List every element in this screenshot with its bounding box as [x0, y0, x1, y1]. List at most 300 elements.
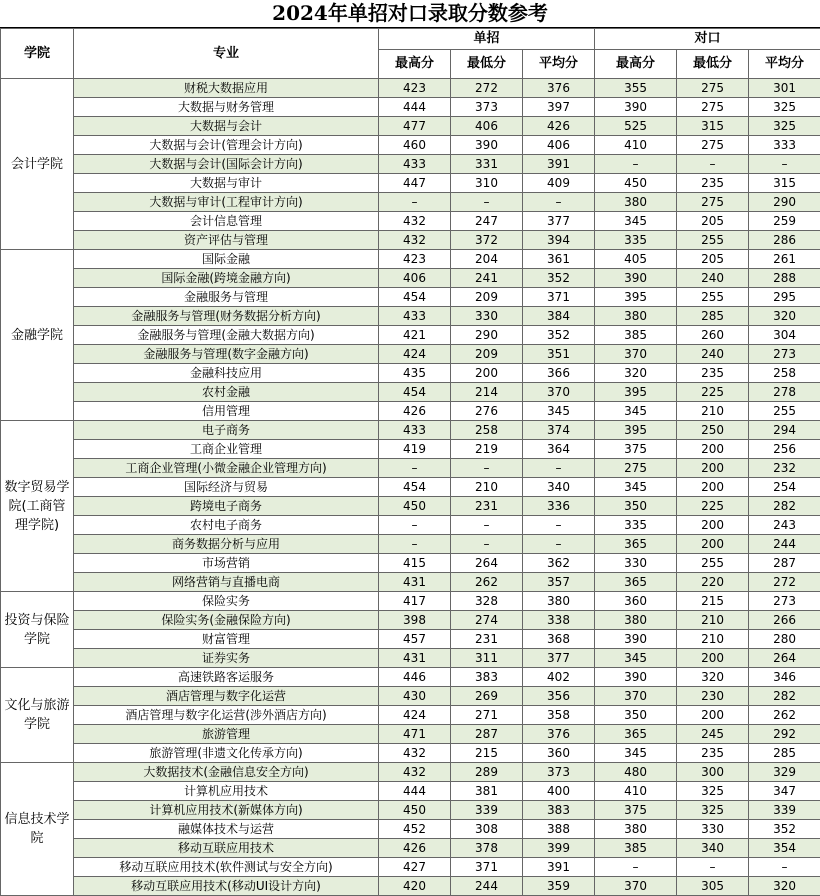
major-cell: 网络营销与直播电商: [74, 573, 379, 592]
danzhao-avg-cell: 409: [523, 174, 595, 193]
table-row: [1, 649, 820, 668]
duikou-avg-cell: 347: [749, 782, 820, 801]
table-row: [1, 269, 820, 288]
danzhao-max-cell: 431: [379, 649, 451, 668]
duikou-avg-cell: 282: [749, 497, 820, 516]
danzhao-max-cell: 433: [379, 421, 451, 440]
danzhao-min-cell: 378: [451, 839, 523, 858]
major-cell: 国际金融: [74, 250, 379, 269]
danzhao-max-cell: 431: [379, 573, 451, 592]
major-cell: 电子商务: [74, 421, 379, 440]
duikou-max-cell: 525: [595, 117, 677, 136]
danzhao-min-cell: –: [451, 535, 523, 554]
table-row: [1, 117, 820, 136]
danzhao-max-cell: 432: [379, 763, 451, 782]
duikou-min-cell: 255: [677, 288, 749, 307]
table-row: [1, 174, 820, 193]
duikou-min-cell: 205: [677, 212, 749, 231]
college-cell: 投资与保险学院: [1, 592, 74, 668]
danzhao-avg-cell: 388: [523, 820, 595, 839]
duikou-min-cell: 210: [677, 630, 749, 649]
major-cell: 移动互联应用技术(移动UI设计方向): [74, 877, 379, 896]
major-cell: 大数据与审计: [74, 174, 379, 193]
duikou-min-cell: 320: [677, 668, 749, 687]
duikou-max-cell: 350: [595, 497, 677, 516]
duikou-min-cell: 200: [677, 535, 749, 554]
duikou-max-cell: 375: [595, 801, 677, 820]
danzhao-min-cell: 311: [451, 649, 523, 668]
duikou-avg-cell: 290: [749, 193, 820, 212]
major-cell: 资产评估与管理: [74, 231, 379, 250]
danzhao-min-cell: 328: [451, 592, 523, 611]
duikou-min-cell: 325: [677, 782, 749, 801]
college-cell: 信息技术学院: [1, 763, 74, 896]
duikou-avg-cell: 255: [749, 402, 820, 421]
danzhao-avg-cell: –: [523, 535, 595, 554]
duikou-avg-cell: 320: [749, 307, 820, 326]
duikou-avg-cell: –: [749, 858, 820, 877]
duikou-avg-cell: 258: [749, 364, 820, 383]
duikou-min-cell: 225: [677, 497, 749, 516]
danzhao-avg-cell: 362: [523, 554, 595, 573]
duikou-max-cell: 395: [595, 421, 677, 440]
table-row: [1, 421, 820, 440]
danzhao-max-cell: 432: [379, 212, 451, 231]
danzhao-max-cell: 398: [379, 611, 451, 630]
danzhao-min-cell: 331: [451, 155, 523, 174]
table-row: [1, 573, 820, 592]
table-row: [1, 801, 820, 820]
danzhao-avg-cell: 336: [523, 497, 595, 516]
duikou-min-cell: 235: [677, 364, 749, 383]
danzhao-max-cell: 432: [379, 231, 451, 250]
duikou-max-cell: 345: [595, 478, 677, 497]
danzhao-avg-cell: 364: [523, 440, 595, 459]
danzhao-max-cell: 454: [379, 478, 451, 497]
danzhao-max-cell: 450: [379, 801, 451, 820]
danzhao-min-cell: –: [451, 459, 523, 478]
duikou-max-cell: 380: [595, 820, 677, 839]
danzhao-max-cell: 426: [379, 402, 451, 421]
duikou-max-cell: 330: [595, 554, 677, 573]
table-body: [1, 79, 820, 896]
duikou-avg-cell: 325: [749, 98, 820, 117]
page-title: 2024年单招对口录取分数参考: [0, 0, 820, 28]
table-row: [1, 402, 820, 421]
duikou-max-cell: 410: [595, 136, 677, 155]
major-cell: 旅游管理(非遗文化传承方向): [74, 744, 379, 763]
major-cell: 国际金融(跨境金融方向): [74, 269, 379, 288]
score-table: [0, 28, 820, 896]
duikou-avg-cell: 259: [749, 212, 820, 231]
duikou-avg-cell: 280: [749, 630, 820, 649]
major-cell: 农村金融: [74, 383, 379, 402]
duikou-max-cell: 450: [595, 174, 677, 193]
duikou-max-cell: 335: [595, 231, 677, 250]
duikou-avg-cell: 301: [749, 79, 820, 98]
major-cell: 大数据与财务管理: [74, 98, 379, 117]
table-row: [1, 839, 820, 858]
duikou-max-cell: 405: [595, 250, 677, 269]
duikou-avg-cell: 285: [749, 744, 820, 763]
duikou-avg-cell: 304: [749, 326, 820, 345]
danzhao-min-cell: 269: [451, 687, 523, 706]
table-row: [1, 459, 820, 478]
duikou-min-cell: 260: [677, 326, 749, 345]
duikou-max-cell: 355: [595, 79, 677, 98]
danzhao-min-cell: 287: [451, 725, 523, 744]
duikou-min-cell: 275: [677, 193, 749, 212]
duikou-min-cell: 225: [677, 383, 749, 402]
danzhao-max-cell: –: [379, 535, 451, 554]
duikou-min-cell: 210: [677, 402, 749, 421]
danzhao-avg-cell: 368: [523, 630, 595, 649]
duikou-max-cell: 390: [595, 630, 677, 649]
danzhao-min-cell: 215: [451, 744, 523, 763]
danzhao-avg-cell: 360: [523, 744, 595, 763]
duikou-max-cell: 410: [595, 782, 677, 801]
duikou-avg-cell: 261: [749, 250, 820, 269]
duikou-avg-cell: 282: [749, 687, 820, 706]
major-cell: 金融服务与管理(金融大数据方向): [74, 326, 379, 345]
college-cell: 数字贸易学院(工商管理学院): [1, 421, 74, 592]
danzhao-max-cell: 452: [379, 820, 451, 839]
duikou-max-cell: 390: [595, 98, 677, 117]
table-row: [1, 212, 820, 231]
table-row: [1, 611, 820, 630]
danzhao-avg-cell: –: [523, 193, 595, 212]
duikou-max-cell: 395: [595, 288, 677, 307]
danzhao-avg-cell: 391: [523, 155, 595, 174]
major-cell: 农村电子商务: [74, 516, 379, 535]
duikou-avg-cell: –: [749, 155, 820, 174]
table-row: [1, 744, 820, 763]
danzhao-avg-cell: 400: [523, 782, 595, 801]
table-row: [1, 288, 820, 307]
table-row: [1, 725, 820, 744]
table-row: [1, 687, 820, 706]
duikou-max-cell: 350: [595, 706, 677, 725]
college-cell: 文化与旅游学院: [1, 668, 74, 763]
danzhao-max-cell: 460: [379, 136, 451, 155]
duikou-avg-cell: 273: [749, 592, 820, 611]
danzhao-max-cell: 415: [379, 554, 451, 573]
table-row: [1, 79, 820, 98]
major-cell: 大数据与会计: [74, 117, 379, 136]
duikou-max-cell: 345: [595, 212, 677, 231]
duikou-min-cell: 275: [677, 136, 749, 155]
duikou-min-cell: 255: [677, 231, 749, 250]
college-cell: 金融学院: [1, 250, 74, 421]
danzhao-min-cell: 310: [451, 174, 523, 193]
danzhao-avg-cell: 357: [523, 573, 595, 592]
duikou-min-cell: 230: [677, 687, 749, 706]
danzhao-min-cell: 210: [451, 478, 523, 497]
table-row: [1, 326, 820, 345]
duikou-avg-cell: 244: [749, 535, 820, 554]
duikou-min-cell: 200: [677, 706, 749, 725]
danzhao-min-cell: 209: [451, 288, 523, 307]
danzhao-avg-cell: 345: [523, 402, 595, 421]
danzhao-avg-cell: 376: [523, 79, 595, 98]
major-cell: 信用管理: [74, 402, 379, 421]
table-row: [1, 877, 820, 896]
danzhao-avg-cell: 391: [523, 858, 595, 877]
duikou-avg-cell: 329: [749, 763, 820, 782]
duikou-avg-cell: 273: [749, 345, 820, 364]
danzhao-avg-cell: 371: [523, 288, 595, 307]
danzhao-min-cell: 372: [451, 231, 523, 250]
duikou-avg-cell: 264: [749, 649, 820, 668]
major-cell: 大数据与会计(国际会计方向): [74, 155, 379, 174]
major-cell: 旅游管理: [74, 725, 379, 744]
danzhao-avg-cell: 402: [523, 668, 595, 687]
major-cell: 保险实务(金融保险方向): [74, 611, 379, 630]
table-row: [1, 554, 820, 573]
danzhao-avg-cell: 366: [523, 364, 595, 383]
danzhao-min-cell: 262: [451, 573, 523, 592]
danzhao-min-cell: 219: [451, 440, 523, 459]
danzhao-max-cell: 454: [379, 383, 451, 402]
duikou-min-cell: 275: [677, 79, 749, 98]
major-cell: 工商企业管理(小微金融企业管理方向): [74, 459, 379, 478]
danzhao-min-cell: 231: [451, 497, 523, 516]
danzhao-min-cell: 200: [451, 364, 523, 383]
danzhao-max-cell: –: [379, 459, 451, 478]
duikou-avg-cell: 266: [749, 611, 820, 630]
header-major: 专业: [74, 29, 379, 79]
danzhao-min-cell: 330: [451, 307, 523, 326]
duikou-min-cell: 215: [677, 592, 749, 611]
table-row: [1, 763, 820, 782]
duikou-max-cell: 380: [595, 307, 677, 326]
danzhao-min-cell: 383: [451, 668, 523, 687]
major-cell: 金融服务与管理(数字金融方向): [74, 345, 379, 364]
major-cell: 证券实务: [74, 649, 379, 668]
table-row: [1, 478, 820, 497]
major-cell: 金融服务与管理: [74, 288, 379, 307]
duikou-min-cell: 205: [677, 250, 749, 269]
danzhao-min-cell: 339: [451, 801, 523, 820]
duikou-min-cell: 200: [677, 459, 749, 478]
danzhao-min-cell: 406: [451, 117, 523, 136]
duikou-max-cell: 275: [595, 459, 677, 478]
danzhao-avg-cell: 356: [523, 687, 595, 706]
duikou-max-cell: –: [595, 858, 677, 877]
danzhao-avg-cell: 426: [523, 117, 595, 136]
danzhao-avg-cell: 399: [523, 839, 595, 858]
danzhao-max-cell: 423: [379, 79, 451, 98]
table-row: [1, 345, 820, 364]
danzhao-min-cell: 308: [451, 820, 523, 839]
duikou-avg-cell: 232: [749, 459, 820, 478]
duikou-max-cell: 335: [595, 516, 677, 535]
duikou-max-cell: 365: [595, 573, 677, 592]
duikou-avg-cell: 333: [749, 136, 820, 155]
danzhao-max-cell: 444: [379, 98, 451, 117]
danzhao-avg-cell: –: [523, 516, 595, 535]
danzhao-min-cell: 204: [451, 250, 523, 269]
danzhao-max-cell: 471: [379, 725, 451, 744]
danzhao-max-cell: 406: [379, 269, 451, 288]
danzhao-min-cell: 371: [451, 858, 523, 877]
duikou-min-cell: 315: [677, 117, 749, 136]
danzhao-max-cell: 421: [379, 326, 451, 345]
danzhao-max-cell: 427: [379, 858, 451, 877]
duikou-max-cell: 360: [595, 592, 677, 611]
major-cell: 跨境电子商务: [74, 497, 379, 516]
major-cell: 高速铁路客运服务: [74, 668, 379, 687]
major-cell: 会计信息管理: [74, 212, 379, 231]
duikou-avg-cell: 254: [749, 478, 820, 497]
duikou-min-cell: 245: [677, 725, 749, 744]
duikou-avg-cell: 294: [749, 421, 820, 440]
major-cell: 计算机应用技术: [74, 782, 379, 801]
duikou-max-cell: 365: [595, 535, 677, 554]
danzhao-min-cell: 373: [451, 98, 523, 117]
danzhao-min-cell: 272: [451, 79, 523, 98]
duikou-max-cell: 370: [595, 877, 677, 896]
duikou-min-cell: 200: [677, 478, 749, 497]
duikou-min-cell: 200: [677, 516, 749, 535]
danzhao-max-cell: –: [379, 193, 451, 212]
duikou-min-cell: 240: [677, 269, 749, 288]
header-danzhao-max: 最高分: [379, 50, 451, 79]
table-row: [1, 250, 820, 269]
danzhao-max-cell: 430: [379, 687, 451, 706]
duikou-min-cell: 235: [677, 174, 749, 193]
danzhao-min-cell: 241: [451, 269, 523, 288]
danzhao-avg-cell: 377: [523, 649, 595, 668]
danzhao-avg-cell: 358: [523, 706, 595, 725]
danzhao-avg-cell: 384: [523, 307, 595, 326]
danzhao-avg-cell: 338: [523, 611, 595, 630]
duikou-avg-cell: 292: [749, 725, 820, 744]
duikou-max-cell: –: [595, 155, 677, 174]
major-cell: 金融科技应用: [74, 364, 379, 383]
major-cell: 移动互联应用技术: [74, 839, 379, 858]
danzhao-max-cell: 432: [379, 744, 451, 763]
duikou-max-cell: 370: [595, 345, 677, 364]
major-cell: 保险实务: [74, 592, 379, 611]
duikou-avg-cell: 288: [749, 269, 820, 288]
major-cell: 酒店管理与数字化运营(涉外酒店方向): [74, 706, 379, 725]
danzhao-min-cell: 274: [451, 611, 523, 630]
table-row: [1, 497, 820, 516]
duikou-min-cell: 235: [677, 744, 749, 763]
danzhao-avg-cell: 359: [523, 877, 595, 896]
duikou-max-cell: 480: [595, 763, 677, 782]
duikou-min-cell: 325: [677, 801, 749, 820]
duikou-max-cell: 345: [595, 744, 677, 763]
duikou-avg-cell: 278: [749, 383, 820, 402]
duikou-avg-cell: 352: [749, 820, 820, 839]
major-cell: 财税大数据应用: [74, 79, 379, 98]
duikou-max-cell: 385: [595, 326, 677, 345]
danzhao-min-cell: 244: [451, 877, 523, 896]
danzhao-min-cell: –: [451, 193, 523, 212]
duikou-min-cell: 300: [677, 763, 749, 782]
table-row: [1, 706, 820, 725]
danzhao-min-cell: 276: [451, 402, 523, 421]
danzhao-min-cell: 209: [451, 345, 523, 364]
table-row: [1, 858, 820, 877]
duikou-avg-cell: 346: [749, 668, 820, 687]
danzhao-max-cell: 419: [379, 440, 451, 459]
danzhao-min-cell: 264: [451, 554, 523, 573]
duikou-min-cell: 340: [677, 839, 749, 858]
major-cell: 大数据与会计(管理会计方向): [74, 136, 379, 155]
duikou-avg-cell: 295: [749, 288, 820, 307]
danzhao-min-cell: 271: [451, 706, 523, 725]
duikou-avg-cell: 339: [749, 801, 820, 820]
header-duikou: 对口: [595, 29, 820, 50]
header-duikou-avg: 平均分: [749, 50, 820, 79]
danzhao-max-cell: 435: [379, 364, 451, 383]
danzhao-max-cell: 433: [379, 155, 451, 174]
danzhao-min-cell: 247: [451, 212, 523, 231]
duikou-avg-cell: 320: [749, 877, 820, 896]
danzhao-avg-cell: 351: [523, 345, 595, 364]
table-row: [1, 383, 820, 402]
table-row: [1, 782, 820, 801]
danzhao-max-cell: 477: [379, 117, 451, 136]
table-row: [1, 668, 820, 687]
danzhao-avg-cell: 361: [523, 250, 595, 269]
duikou-min-cell: 220: [677, 573, 749, 592]
table-row: [1, 592, 820, 611]
danzhao-max-cell: 417: [379, 592, 451, 611]
danzhao-avg-cell: 373: [523, 763, 595, 782]
duikou-avg-cell: 243: [749, 516, 820, 535]
table-row: [1, 630, 820, 649]
major-cell: 商务数据分析与应用: [74, 535, 379, 554]
duikou-min-cell: 285: [677, 307, 749, 326]
danzhao-avg-cell: 376: [523, 725, 595, 744]
danzhao-avg-cell: 377: [523, 212, 595, 231]
header-duikou-max: 最高分: [595, 50, 677, 79]
duikou-max-cell: 345: [595, 649, 677, 668]
duikou-max-cell: 365: [595, 725, 677, 744]
major-cell: 金融服务与管理(财务数据分析方向): [74, 307, 379, 326]
danzhao-avg-cell: 394: [523, 231, 595, 250]
danzhao-max-cell: 423: [379, 250, 451, 269]
danzhao-min-cell: 290: [451, 326, 523, 345]
duikou-min-cell: –: [677, 858, 749, 877]
danzhao-max-cell: 447: [379, 174, 451, 193]
danzhao-avg-cell: 383: [523, 801, 595, 820]
major-cell: 市场营销: [74, 554, 379, 573]
table-row: [1, 820, 820, 839]
duikou-max-cell: 380: [595, 193, 677, 212]
danzhao-max-cell: 424: [379, 345, 451, 364]
danzhao-min-cell: 231: [451, 630, 523, 649]
duikou-min-cell: 305: [677, 877, 749, 896]
major-cell: 财富管理: [74, 630, 379, 649]
duikou-max-cell: 390: [595, 269, 677, 288]
duikou-avg-cell: 286: [749, 231, 820, 250]
danzhao-max-cell: 444: [379, 782, 451, 801]
major-cell: 移动互联应用技术(软件测试与安全方向): [74, 858, 379, 877]
duikou-max-cell: 385: [595, 839, 677, 858]
danzhao-max-cell: 420: [379, 877, 451, 896]
danzhao-max-cell: 454: [379, 288, 451, 307]
duikou-min-cell: 200: [677, 440, 749, 459]
table-row: [1, 364, 820, 383]
danzhao-max-cell: 426: [379, 839, 451, 858]
duikou-min-cell: 255: [677, 554, 749, 573]
danzhao-avg-cell: 406: [523, 136, 595, 155]
